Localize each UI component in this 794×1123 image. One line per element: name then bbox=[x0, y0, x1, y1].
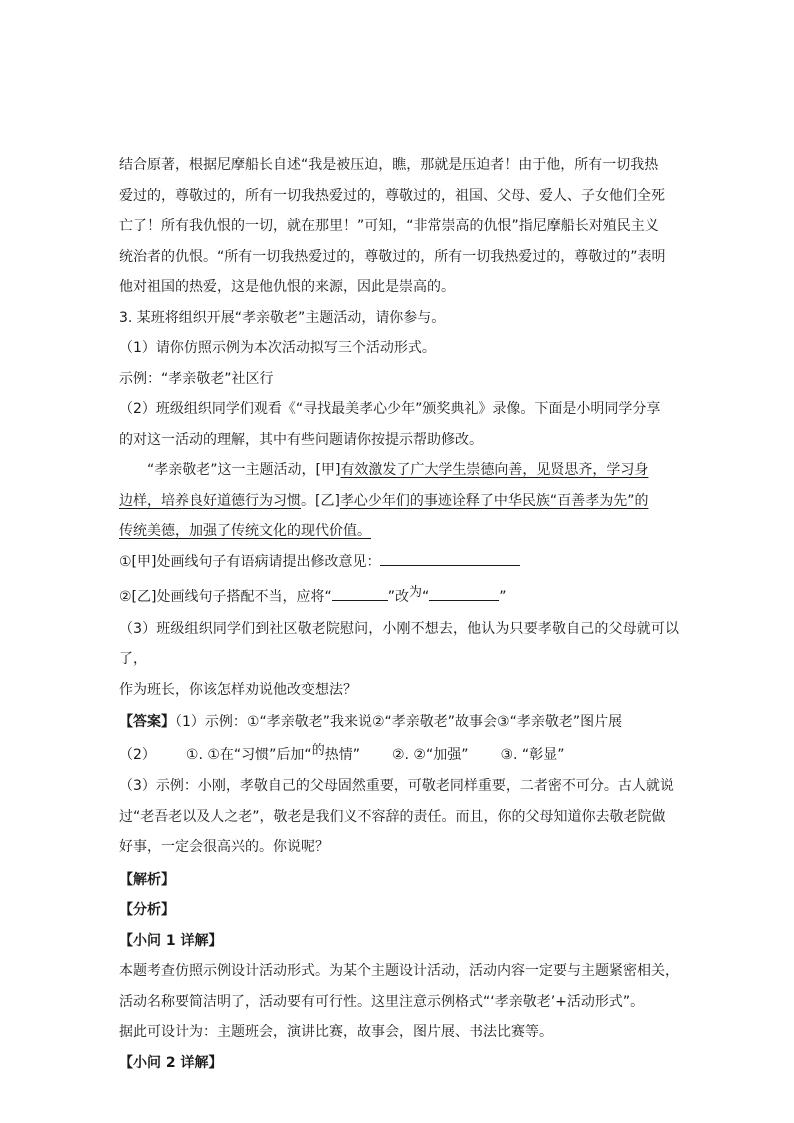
question-3-line-2: 作为班长，你该怎样劝说他改变想法？ bbox=[119, 681, 357, 698]
passage-mid: 。[乙] bbox=[301, 492, 340, 509]
answer-2-ii: ②. ②“加强” bbox=[391, 746, 469, 763]
answer-line-2 bbox=[119, 740, 679, 772]
document-page bbox=[119, 150, 679, 1078]
passage-line-3 bbox=[119, 516, 679, 547]
sub-question-1 bbox=[119, 547, 679, 578]
sub-question-2-text-c: “ bbox=[422, 589, 430, 605]
question-title: 3. 某班将组织开展“孝亲敬老”主题活动，请你参与。 bbox=[119, 309, 446, 326]
intro-line-1: 结合原著，根据尼摩船长自述“我是被压迫，瞧，那就是压迫者！由于他，所有一切我热 bbox=[119, 157, 659, 173]
underlined-sentence-jia-b: 边样，培养良好道德行为习惯 bbox=[119, 492, 301, 509]
sub-question-2-text-a: ②[乙]处画线句子搭配不当，应将“ bbox=[119, 589, 332, 605]
intro-line-5: 他对祖国的热爱，这是他仇恨的来源，因此是崇高的。 bbox=[119, 279, 455, 295]
answer-blank-2[interactable] bbox=[332, 586, 388, 601]
answer-2-de: 的 bbox=[311, 742, 325, 758]
underlined-sentence-yi-b: 传统美德，加强了传统文化的现代价值。 bbox=[119, 523, 371, 539]
answer-3-line-1: （3）示例：小刚，孝敬自己的父母固然重要，可敬老同样重要，二者密不可分。古人就说 bbox=[119, 778, 674, 794]
answer-2-i: ①. ①在“习惯”后加“ bbox=[185, 746, 312, 763]
answer-2-i-end: 热情” bbox=[324, 746, 360, 763]
intro-line-2: 爱过的，尊敬过的，所有一切我热爱过的，尊敬过的，祖国、父母、爱人、子女他们全死 bbox=[119, 187, 665, 204]
sub-question-2 bbox=[119, 582, 679, 614]
sub-answer-1-line-1: 本题考查仿照示例设计活动形式。为某个主题设计活动，活动内容一定要与主题紧密相关， bbox=[119, 963, 679, 979]
intro-line-3: 亡了！所有我仇恨的一切，就在那里！”可知，“非常崇高的仇恨”指尼摩船长对殖民主义 bbox=[119, 218, 659, 234]
question-2-line-1: （2）班级组织同学们观看《“寻找最美孝心少年”颁奖典礼》录像。下面是小明同学分享 bbox=[119, 401, 661, 417]
fenxi-label: 【分析】 bbox=[119, 902, 175, 918]
sub-question-1-text: ①[甲]处画线句子有语病请提出修改意见： bbox=[119, 553, 381, 570]
answer-3-line-2: 过“老吾老以及人之老”，敬老是我们义不容辞的责任。而且，你的父母知道你去敬老院做 bbox=[119, 808, 666, 825]
answer-line-1 bbox=[119, 707, 679, 738]
answer-blank-1[interactable] bbox=[380, 551, 520, 566]
intro-line-4: 统治者的仇恨。“所有一切我热爱过的，尊敬过的，所有一切我热爱过的，尊敬过的”表明 bbox=[119, 248, 666, 265]
sub-question-2-wei: 为 bbox=[409, 585, 423, 600]
passage-line-1 bbox=[119, 455, 679, 486]
passage-line-2 bbox=[119, 486, 679, 517]
sub-answer-1-line-2: 活动名称要简洁明了，活动要有可行性。这里注意示例格式“‘孝亲敬老’+活动形式”。 bbox=[119, 993, 645, 1010]
answer-2-iii: ③. “彰显” bbox=[500, 746, 565, 763]
question-3-line-1: （3）班级组织同学们到社区敬老院慰问，小刚不想去，他认为只要孝敬自己的父母就可以了， bbox=[119, 620, 679, 667]
question-2-line-2: 的对这一活动的理解，其中有些问题请你按提示帮助修改。 bbox=[119, 431, 483, 448]
underlined-sentence-yi-a: 孝心少年们的事迹诠释了中华民族“百善孝为先”的 bbox=[339, 492, 649, 509]
answer-2-num: （2） bbox=[119, 746, 156, 763]
sub-question-2-text-d: ” bbox=[499, 589, 507, 605]
question-example: 示例：“孝亲敬老”社区行 bbox=[119, 370, 274, 387]
passage-lead: “孝亲敬老”这一主题活动，[甲] bbox=[147, 462, 341, 478]
sub-answer-1-line-3: 据此可设计为：主题班会，演讲比赛，故事会，图片展、书法比赛等。 bbox=[119, 1024, 553, 1040]
answer-blank-3[interactable] bbox=[429, 586, 499, 601]
underlined-sentence-jia-a: 有效激发了广大学生崇德向善，见贤思齐，学习身 bbox=[340, 462, 649, 478]
answer-1-text: （1）示例：①“孝亲敬老”我来说②“孝亲敬老”故事会③“孝亲敬老”图片展 bbox=[175, 714, 623, 730]
analysis-label: 【解析】 bbox=[119, 871, 175, 888]
answer-label: 【答案】 bbox=[119, 714, 175, 730]
question-1: （1）请你仿照示例为本次活动拟写三个活动形式。 bbox=[119, 340, 436, 356]
sub-answer-1-title: 【小问 1 详解】 bbox=[119, 932, 223, 949]
answer-3-line-3: 好事，一定会很高兴的。你说呢？ bbox=[119, 839, 329, 855]
sub-question-2-text-b: ”改 bbox=[387, 589, 409, 605]
sub-answer-2-title: 【小问 2 详解】 bbox=[119, 1054, 223, 1071]
